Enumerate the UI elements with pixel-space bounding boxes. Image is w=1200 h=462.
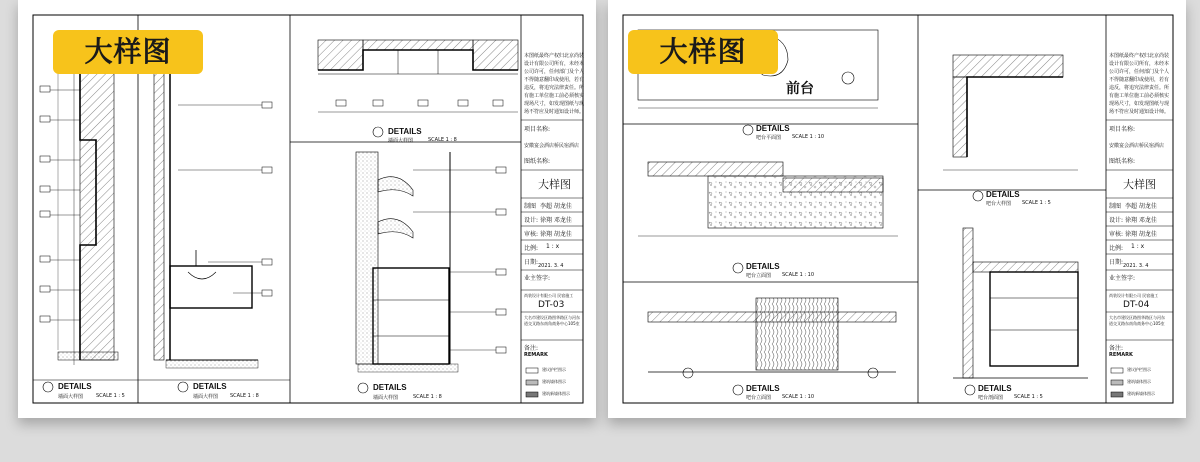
detail-scale: SCALE 1 : 5 (96, 393, 125, 399)
project-name: 安徽宴会酒店桥民宿酒店 (1109, 143, 1165, 149)
legend-text: 建议护栏图示 (542, 367, 566, 372)
legend-text: 建筑墙体图示 (1127, 379, 1151, 384)
detail-subtitle: 墙面大样图 (373, 395, 399, 401)
detail-subtitle: 吧台立面图 (746, 395, 772, 401)
detail-subtitle: 墙面大样图 (193, 394, 219, 400)
detail-subtitle: 吧台平面图 (756, 135, 782, 141)
check-value: 徐翔 胡龙佳 (1125, 231, 1157, 238)
company-address: 大名市建设区路图华路区与河东道交叉路东南角商务中心105室 (524, 315, 580, 326)
drawn-value: 李超 胡龙佳 (540, 203, 572, 210)
ceiling-detail (318, 40, 518, 137)
front-desk-label: 前台 (786, 81, 814, 97)
detail-scale: SCALE 1 : 8 (230, 393, 259, 399)
drawn-label: 制图 (1109, 203, 1122, 210)
remark-label: 备注: (1109, 345, 1124, 352)
drawing-name: 大样图 (538, 178, 571, 191)
sheet-number: DT-04 (1123, 300, 1150, 310)
company-short: 尚装设计有限公司 民宿施工 (524, 293, 574, 298)
remark-label: 备注: (524, 345, 539, 352)
detail-badge: 大样图 (53, 30, 203, 74)
detail-title: DETAILS (986, 190, 1020, 199)
drawn-value: 李超 胡龙佳 (1125, 203, 1157, 210)
detail-title: DETAILS (388, 127, 422, 136)
design-value: 徐翔 邓龙佳 (1125, 217, 1157, 224)
scale-value: 1 : x (1131, 243, 1145, 250)
detail-title: DETAILS (756, 124, 790, 133)
check-value: 徐翔 胡龙佳 (540, 231, 572, 238)
detail-title: DETAILS (373, 383, 407, 392)
date-label: 日期: (524, 259, 539, 266)
company-address: 大名市建设区路图华路区与河东道交叉路东南角商务中心105室 (1109, 315, 1165, 326)
detail-scale: SCALE 1 : 5 (1014, 394, 1043, 400)
scale-label: 比例: (1109, 245, 1124, 252)
copyright-note: 本图纸最终产权归北京尚装设计有限公司所有，未经本公司许可，任何部门及个人不得随意翻印或使用，若有违反，将追究法律责任。所有施工单位施工前必须核实现场尺寸，如发现图纸与现场不符应及时通知设计师。 (1109, 53, 1170, 115)
cabinet-elevation (356, 152, 506, 393)
legend-text: 建筑新墙体图示 (1127, 391, 1155, 396)
date-value: 2021. 3. 4 (1123, 263, 1149, 269)
drawing-name: 大样图 (1123, 178, 1156, 191)
detail-title: DETAILS (978, 384, 1012, 393)
date-value: 2021. 3. 4 (538, 263, 564, 269)
remark-en: REMARK (524, 352, 548, 358)
detail-subtitle: 吧台立面图 (746, 273, 772, 279)
legend-text: 建筑新墙体图示 (542, 391, 570, 396)
scale-label: 比例: (524, 245, 539, 252)
detail-title: DETAILS (746, 262, 780, 271)
detail-scale: SCALE 1 : 10 (782, 394, 815, 400)
bar-elevation-1 (638, 162, 898, 273)
bar-detail-top (943, 55, 1078, 201)
remark-en: REMARK (1109, 352, 1133, 358)
drawing-sheet-left (18, 0, 596, 418)
detail-title: DETAILS (58, 382, 92, 391)
drawing-label: 图纸名称: (524, 158, 551, 165)
drawing-sheet-right (608, 0, 1186, 418)
bar-section-bottom (953, 228, 1088, 395)
copyright-note: 本图纸最终产权归北京尚装设计有限公司所有，未经本公司许可，任何部门及个人不得随意翻印或使用，若有违反，将追究法律责任。所有施工单位施工前必须核实现场尺寸，如发现图纸与现场不符应及时通知设计师。 (524, 53, 585, 115)
detail-scale: SCALE 1 : 8 (428, 137, 457, 143)
detail-subtitle: 墙面大样图 (58, 394, 84, 400)
check-label: 审核: (524, 231, 539, 238)
wall-section-2 (154, 60, 272, 392)
detail-subtitle: 吧台剖面图 (978, 395, 1004, 401)
date-label: 日期: (1109, 259, 1124, 266)
company-short: 尚装设计有限公司 民宿施工 (1109, 293, 1159, 298)
project-label: 项目名称: (524, 126, 551, 133)
sign-label: 业主签字: (524, 275, 551, 282)
legend-text: 建筑墙体图示 (542, 379, 566, 384)
design-label: 设计: (1109, 217, 1124, 224)
detail-subtitle: 吧台大样图 (986, 201, 1012, 207)
bar-elevation-2 (648, 298, 896, 395)
detail-scale: SCALE 1 : 10 (782, 272, 815, 278)
scale-value: 1 : x (546, 243, 560, 250)
detail-scale: SCALE 1 : 8 (413, 394, 442, 400)
legend-text: 建议护栏图示 (1127, 367, 1151, 372)
detail-title: DETAILS (193, 382, 227, 391)
drawing-label: 图纸名称: (1109, 158, 1136, 165)
detail-scale: SCALE 1 : 10 (792, 134, 825, 140)
wall-section-1 (40, 60, 118, 392)
sign-label: 业主签字: (1109, 275, 1136, 282)
design-label: 设计: (524, 217, 539, 224)
detail-badge: 大样图 (628, 30, 778, 74)
design-value: 徐翔 邓龙佳 (540, 217, 572, 224)
project-name: 安徽宴会酒店桥民宿酒店 (524, 143, 580, 149)
check-label: 审核: (1109, 231, 1124, 238)
drawn-label: 制图 (524, 203, 537, 210)
detail-title: DETAILS (746, 384, 780, 393)
project-label: 项目名称: (1109, 126, 1136, 133)
sheet-number: DT-03 (538, 300, 565, 310)
detail-subtitle: 墙面大样图 (388, 138, 414, 144)
detail-scale: SCALE 1 : 5 (1022, 200, 1051, 206)
